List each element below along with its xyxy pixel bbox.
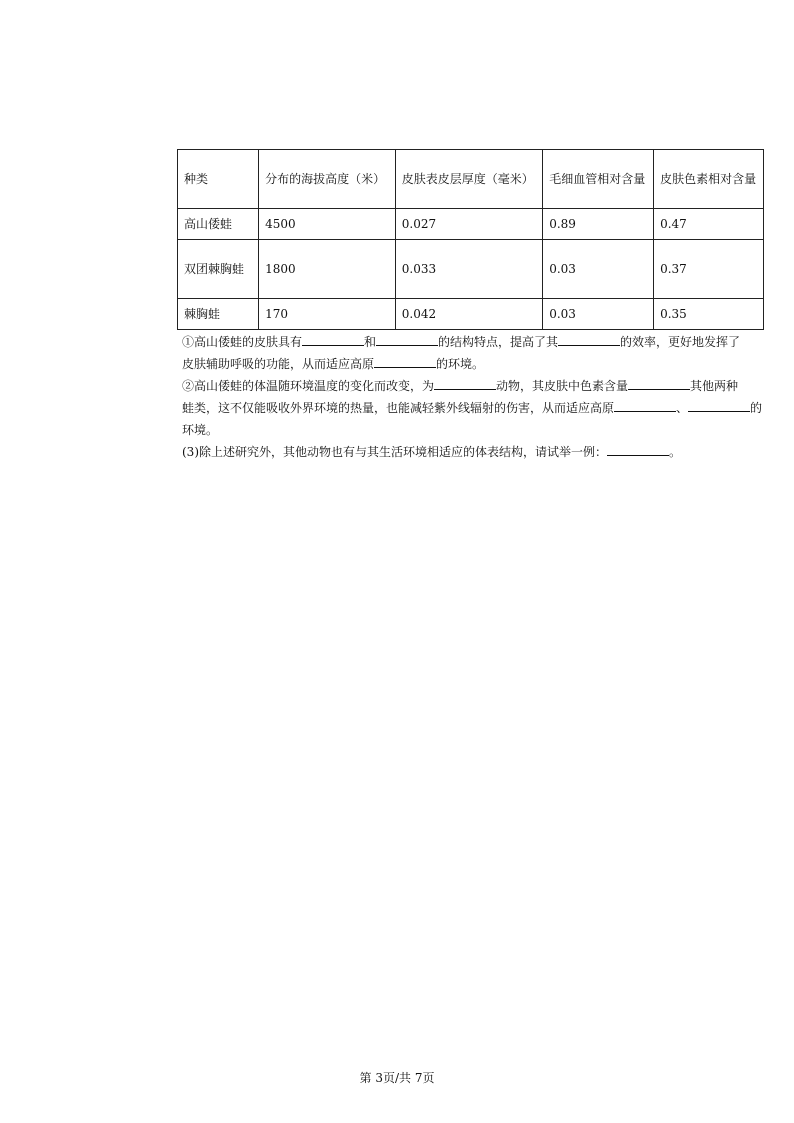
question-text: 的结构特点，提高了其 [438, 335, 559, 349]
table-cell: 0.37 [654, 240, 764, 299]
table-cell: 4500 [259, 209, 396, 240]
table-row [178, 240, 764, 299]
table-cell: 0.47 [654, 209, 764, 240]
answer-blank[interactable] [628, 376, 690, 390]
question-2-line-1 [182, 375, 772, 397]
table-cell: 0.89 [543, 209, 654, 240]
answer-blank[interactable] [614, 398, 676, 412]
question-text: 皮肤辅助呼吸的功能，从而适应高原 [182, 357, 375, 371]
table-cell: 双团棘胸蛙 [178, 240, 259, 299]
question-text: 的环境。 [436, 357, 485, 371]
question-2-line-2 [182, 397, 772, 419]
table-row [178, 299, 764, 330]
table-header-cell: 皮肤色素相对含量 [654, 150, 764, 209]
answer-blank[interactable] [376, 332, 438, 346]
answer-blank[interactable] [434, 376, 496, 390]
table-header-cell: 分布的海拔高度（米） [259, 150, 396, 209]
question-text: 和 [364, 335, 377, 349]
question-text: 环境。 [182, 423, 219, 437]
table-row [178, 209, 764, 240]
table-cell: 0.35 [654, 299, 764, 330]
question-1-line-1 [182, 331, 772, 353]
page-footer: 第 3页/共 7页 [359, 1071, 435, 1085]
question-text: ②高山倭蛙的体温随环境温度的变化而改变，为 [182, 379, 435, 393]
answer-blank[interactable] [374, 354, 436, 368]
answer-blank[interactable] [688, 398, 750, 412]
question-text: ①高山倭蛙的皮肤具有 [182, 335, 303, 349]
answer-blank[interactable] [607, 442, 669, 456]
table-header-row [178, 150, 764, 209]
table-cell: 棘胸蛙 [178, 299, 259, 330]
question-text: 、 [676, 401, 689, 415]
table-header-cell: 皮肤表皮层厚度（毫米） [395, 150, 542, 209]
table-cell: 0.042 [395, 299, 542, 330]
table-cell: 1800 [259, 240, 396, 299]
answer-blank[interactable] [302, 332, 364, 346]
table-cell: 170 [259, 299, 396, 330]
question-text: 其他两种 [690, 379, 739, 393]
table-cell: 0.03 [543, 240, 654, 299]
question-2-line-3 [182, 419, 772, 441]
question-text: 动物，其皮肤中色素含量 [496, 379, 629, 393]
data-table [177, 149, 764, 330]
question-text: 。 [669, 445, 682, 459]
question-text: 的 [750, 401, 763, 415]
answer-blank[interactable] [558, 332, 620, 346]
question-block [182, 331, 772, 463]
question-text: (3)除上述研究外，其他动物也有与其生活环境相适应的体表结构，请试举一例： [182, 445, 608, 459]
table-cell: 0.033 [395, 240, 542, 299]
question-text: 的效率，更好地发挥了 [620, 335, 741, 349]
table-cell: 高山倭蛙 [178, 209, 259, 240]
table-cell: 0.03 [543, 299, 654, 330]
question-text: 蛙类，这不仅能吸收外界环境的热量，也能减轻紫外线辐射的伤害，从而适应高原 [182, 401, 615, 415]
question-3-line-1 [182, 441, 772, 463]
table-cell: 0.027 [395, 209, 542, 240]
table-header-cell: 毛细血管相对含量 [543, 150, 654, 209]
question-1-line-2 [182, 353, 772, 375]
table-header-cell: 种类 [178, 150, 259, 209]
